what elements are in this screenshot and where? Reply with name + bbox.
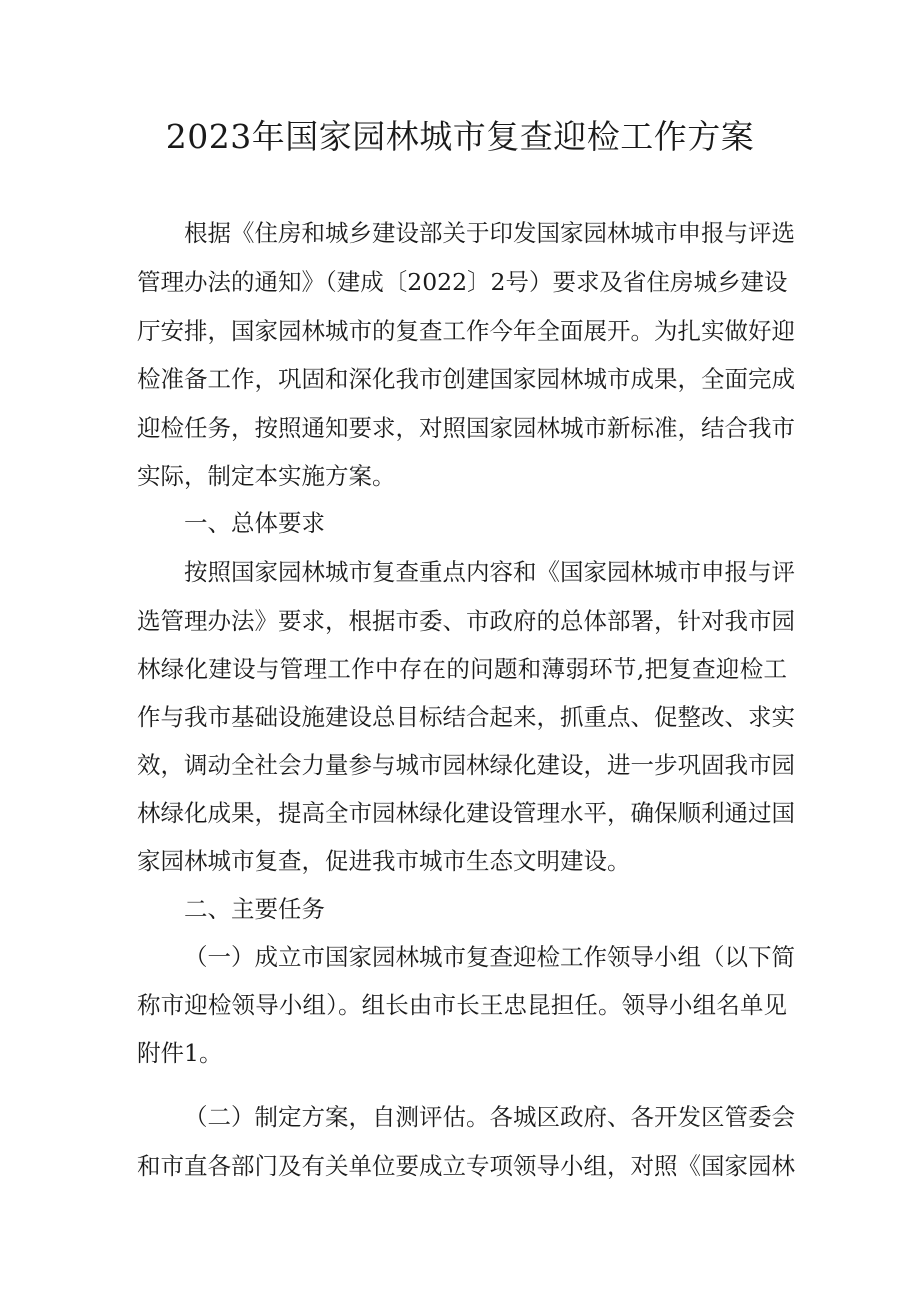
paragraph-line: 管理办法的通知》（建成〔2022〕2号）要求及省住房城乡建设 xyxy=(137,268,788,296)
paragraph-line: 效，调动全社会力量参与城市园林绿化建设，进一步巩固我市园 xyxy=(137,751,795,779)
paragraph-line: 附件1。 xyxy=(137,1039,223,1067)
paragraph-line: 称市迎检领导小组）。组长由市长王忠昆担任。领导小组名单见 xyxy=(137,991,787,1019)
paragraph-line: 作与我市基础设施建设总目标结合起来，抓重点、促整改、求实 xyxy=(137,703,795,731)
paragraph-line: 迎检任务，按照通知要求，对照国家园林城市新标准，结合我市 xyxy=(137,414,795,442)
paragraph-line: （一）成立市国家园林城市复查迎检工作领导小组（以下简 xyxy=(184,943,795,971)
paragraph-line: 林绿化建设与管理工作中存在的问题和薄弱环节,把复查迎检工 xyxy=(137,655,787,683)
paragraph-line: 根据《住房和城乡建设部关于印发国家园林城市申报与评选 xyxy=(184,219,795,247)
paragraph-line: 按照国家园林城市复查重点内容和《国家园林城市申报与评 xyxy=(184,558,795,586)
paragraph-line: （二）制定方案，自测评估。各城区政府、各开发区管委会 xyxy=(184,1103,795,1131)
paragraph-line: 选管理办法》要求，根据市委、市政府的总体部署，针对我市园 xyxy=(137,607,795,635)
section-heading: 一、总体要求 xyxy=(184,509,325,537)
paragraph-line: 厅安排，国家园林城市的复查工作今年全面展开。为扎实做好迎 xyxy=(137,317,795,345)
paragraph-line: 实际，制定本实施方案。 xyxy=(137,462,396,490)
paragraph-line: 和市直各部门及有关单位要成立专项领导小组，对照《国家园林 xyxy=(137,1152,795,1180)
document-title: 2023年国家园林城市复查迎检工作方案 xyxy=(165,117,755,156)
paragraph-line: 家园林城市复查，促进我市城市生态文明建设。 xyxy=(137,847,631,875)
paragraph-line: 林绿化成果，提高全市园林绿化建设管理水平，确保顺利通过国 xyxy=(137,799,795,827)
paragraph-line: 检准备工作，巩固和深化我市创建国家园林城市成果，全面完成 xyxy=(137,365,795,393)
section-heading: 二、主要任务 xyxy=(184,895,325,923)
